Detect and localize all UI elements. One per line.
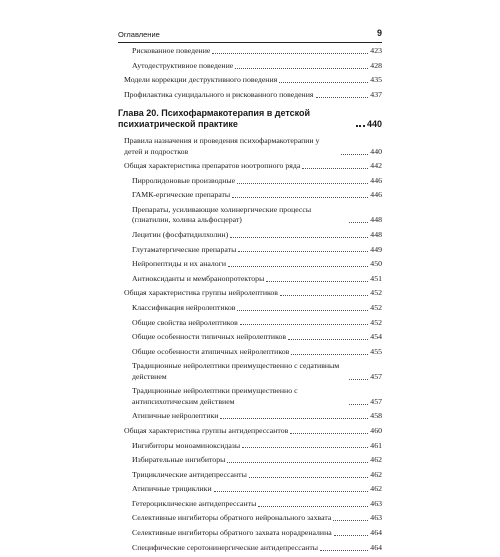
toc-entry-title: Трициклические антидепрессанты — [132, 469, 247, 479]
toc-entry-title: Селективные ингибиторы обратного захвата норадреналина — [132, 528, 332, 538]
dot-leader — [341, 154, 368, 155]
page-number: 9 — [376, 28, 382, 38]
dot-leader — [240, 324, 369, 325]
toc-entry-title: Атипичные нейролептики — [132, 411, 219, 421]
toc-entry-title: Традиционные нейролептики преимущественно с седативным действием — [132, 361, 340, 381]
toc-entry-title: Правила назначения и проведения психофармакотерапии у детей и подростков — [124, 136, 320, 156]
toc-entry-title: Аутодеструктивное поведение — [132, 60, 234, 70]
toc-entry — [118, 484, 382, 494]
dot-leader — [212, 53, 368, 54]
dot-leader — [237, 183, 368, 184]
toc-entry-page: 442 — [370, 161, 382, 171]
dot-leader — [242, 447, 368, 448]
toc-entry — [118, 318, 382, 328]
toc-entry — [118, 441, 382, 451]
toc-entry-page: 423 — [370, 46, 382, 55]
toc-entry — [118, 230, 382, 240]
toc-entry-title: Ингибиторы моноаминоксидазы — [132, 440, 241, 450]
dot-leader — [320, 550, 368, 551]
toc-entry — [118, 274, 382, 284]
toc-entry-page: 448 — [370, 229, 382, 239]
toc-entry-title: Избирательные ингибиторы — [132, 455, 226, 465]
toc-entry-title: Классификация нейролептиков — [132, 302, 236, 312]
dot-leader — [333, 520, 368, 521]
toc-entry-page: 452 — [370, 317, 382, 327]
toc-entry-page: 455 — [370, 346, 382, 356]
toc-entry — [118, 455, 382, 465]
toc-entry-title: Общие особенности атипичных нейролептиков — [132, 346, 290, 356]
dot-leader — [237, 310, 368, 311]
dot-leader — [228, 266, 368, 267]
toc-entry-title: Модели коррекции деструктивного поведения — [124, 75, 278, 85]
toc-entry-page: 462 — [370, 455, 382, 465]
dot-leader — [290, 433, 368, 434]
running-header — [118, 28, 382, 43]
dot-leader — [288, 339, 368, 340]
toc-entry-title: Общая характеристика группы нейролептиков — [124, 288, 278, 298]
toc-entry-page: 462 — [370, 469, 382, 479]
dot-leader — [258, 506, 368, 507]
toc-entry — [118, 245, 382, 255]
toc-entry-title: Общие особенности типичных нейролептиков — [132, 332, 287, 342]
toc-entry-page: 464 — [370, 542, 382, 552]
toc-entry — [118, 470, 382, 480]
dot-leader — [249, 477, 368, 478]
dot-leader — [349, 404, 368, 405]
toc-entry-title: Традиционные нейролептики преимущественно с антипсихотическим действием — [132, 386, 298, 406]
toc-entry-page: 448 — [370, 215, 382, 225]
toc-entry-title: Атипичные трициклики — [132, 484, 212, 494]
toc-entry — [118, 332, 382, 342]
toc-entry-page: 428 — [370, 60, 382, 70]
dot-leader — [356, 125, 365, 127]
toc-entry — [118, 303, 382, 313]
toc-entry-page: 450 — [370, 259, 382, 269]
toc-entry — [118, 46, 382, 56]
toc-entry-page: 454 — [370, 332, 382, 342]
dot-leader — [235, 68, 368, 69]
toc-entry-page: 463 — [370, 513, 382, 523]
toc-entry-page: 452 — [370, 288, 382, 298]
toc-entry — [118, 426, 382, 436]
dot-leader — [334, 535, 369, 536]
toc-entry-page: 457 — [370, 396, 382, 406]
toc-entry-page: 437 — [370, 89, 382, 99]
toc-entry — [118, 288, 382, 298]
toc-entry-page: 440 — [370, 146, 382, 156]
dot-leader — [214, 491, 369, 492]
toc-entry-title: Антиоксиданты и мембранопротекторы — [132, 273, 265, 283]
toc-entry-page: 435 — [370, 75, 382, 85]
toc-entry — [118, 136, 382, 157]
dot-leader — [280, 295, 368, 296]
toc-entry-title: Общая характеристика группы антидепрессантов — [124, 425, 289, 435]
toc-entry-title: Нейропептиды и их аналоги — [132, 259, 227, 269]
dot-leader — [291, 354, 368, 355]
toc-entry — [118, 528, 382, 538]
toc-entry-page: 458 — [370, 411, 382, 421]
toc-section-before — [118, 46, 382, 100]
toc-entry-page: 464 — [370, 528, 382, 538]
toc-entry-page: 449 — [370, 244, 382, 254]
toc-entry-page: 457 — [370, 371, 382, 381]
dot-leader — [230, 237, 368, 238]
toc-entry-title: Лецитин (фосфатидилхолин) — [132, 229, 229, 239]
toc-entry-title: Специфические серотонинергические антидепрессанты — [132, 542, 319, 552]
toc-entry — [118, 190, 382, 200]
table-of-contents — [118, 46, 382, 557]
dot-leader — [316, 97, 369, 98]
toc-entry-page: 462 — [370, 484, 382, 494]
dot-leader — [266, 281, 368, 282]
dot-leader — [232, 197, 368, 198]
dot-leader — [220, 418, 368, 419]
dot-leader — [349, 222, 368, 223]
dot-leader — [302, 168, 368, 169]
toc-entry-title: Пирролидоновые производные — [132, 175, 236, 185]
toc-entry-page: 452 — [370, 302, 382, 312]
toc-entry-page: 463 — [370, 498, 382, 508]
toc-entry-title: Рискованное поведение — [132, 46, 211, 55]
toc-entry — [118, 161, 382, 171]
toc-entry — [118, 259, 382, 269]
toc-entry — [118, 75, 382, 85]
toc-entry — [118, 90, 382, 100]
toc-entry — [118, 499, 382, 509]
toc-entry — [118, 513, 382, 523]
dot-leader — [238, 251, 368, 252]
chapter-page: 440 — [366, 119, 382, 130]
toc-entry-page: 461 — [370, 440, 382, 450]
toc-entry-title: Препараты, усиливающие холинергические процессы (глиатилин, холина альфосцерат) — [132, 204, 312, 225]
toc-entry-title: Общие свойства нейролептиков — [132, 317, 238, 327]
toc-entry — [118, 411, 382, 421]
toc-entry-title: ГАМК-ергические препараты — [132, 190, 231, 200]
toc-entry — [118, 61, 382, 71]
toc-entry-page: 446 — [370, 175, 382, 185]
toc-entry-title: Глутаматергические препараты — [132, 244, 237, 254]
toc-entry-title: Селективные ингибиторы обратного нейронального захвата — [132, 513, 332, 523]
toc-entry — [118, 386, 382, 407]
dot-leader — [279, 82, 368, 83]
dot-leader — [349, 379, 368, 380]
toc-entry — [118, 176, 382, 186]
running-header-title: Оглавление — [118, 30, 160, 39]
chapter-heading — [118, 108, 382, 130]
toc-entry-title: Профилактика суицидального и рискованного поведения — [124, 89, 314, 99]
toc-entry — [118, 347, 382, 357]
toc-entry-page: 451 — [370, 273, 382, 283]
dot-leader — [227, 462, 368, 463]
chapter-title: Глава 20. Психофармакотерапия в детской психиатрической практике — [118, 108, 311, 130]
toc-entry-page: 446 — [370, 190, 382, 200]
toc-entry — [118, 361, 382, 382]
toc-entry — [118, 205, 382, 226]
toc-entry-title: Гетероциклические антидепрессанты — [132, 498, 257, 508]
toc-entry — [118, 543, 382, 553]
toc-entry-page: 460 — [370, 425, 382, 435]
toc-entry-title: Общая характеристика препаратов ноотропного ряда — [124, 161, 301, 171]
toc-section-after — [118, 136, 382, 553]
